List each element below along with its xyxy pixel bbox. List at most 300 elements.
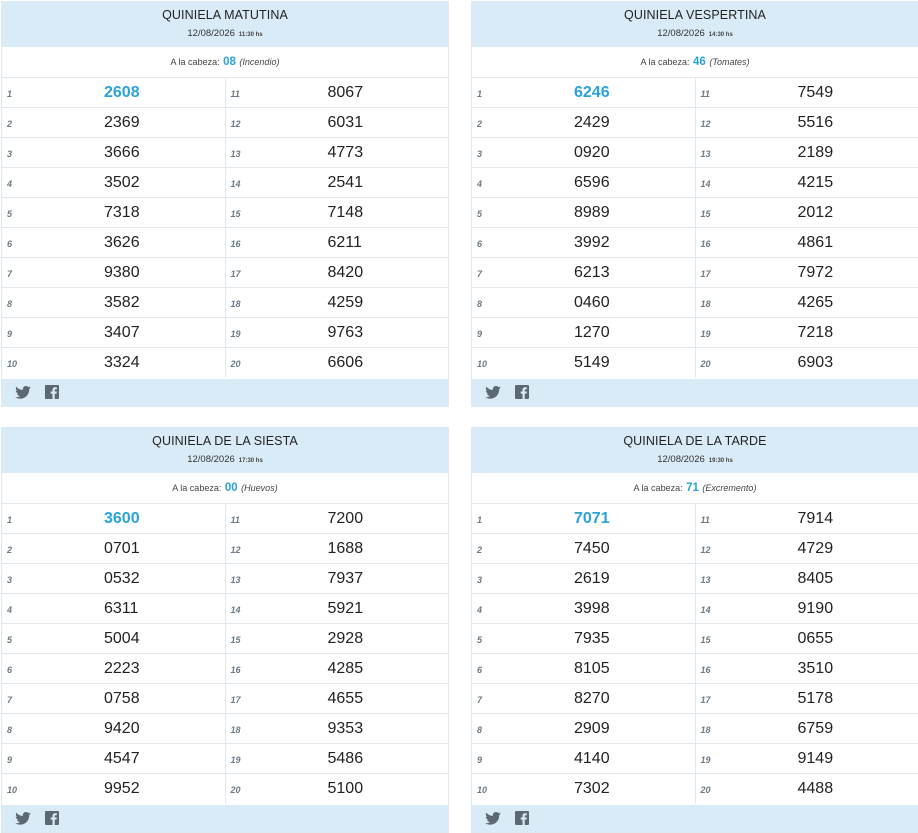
result-number: 6211: [327, 234, 362, 251]
result-cell: [226, 198, 449, 227]
result-number: 2619: [574, 570, 610, 587]
result-number: 0920: [574, 144, 610, 161]
cabeza-number: 00: [224, 482, 238, 494]
cabeza-label: A la cabeza:: [633, 483, 683, 493]
result-position: 10: [477, 785, 488, 795]
result-position: 1: [477, 515, 483, 525]
table-row: [2, 138, 448, 168]
result-cell: [472, 564, 696, 593]
table-row: [2, 504, 448, 534]
share-bar: [2, 805, 448, 832]
table-row: [2, 198, 448, 228]
result-cell: [226, 504, 449, 533]
result-number: 0532: [104, 570, 140, 587]
result-number: 4488: [797, 780, 834, 797]
panel-header: [472, 2, 918, 47]
table-row: [472, 108, 918, 138]
table-row: [472, 78, 918, 108]
result-number: 6903: [797, 354, 834, 371]
result-position: 16: [230, 239, 241, 249]
result-cell: [226, 594, 449, 623]
table-row: [2, 78, 448, 108]
result-cell: [696, 684, 918, 713]
result-position: 11: [700, 89, 710, 99]
result-cell: [472, 624, 696, 653]
result-position: 9: [477, 329, 483, 339]
result-cell: [226, 288, 449, 317]
result-position: 6: [477, 665, 483, 675]
result-position: 17: [230, 269, 241, 279]
result-position: 6: [7, 239, 13, 249]
winning-number: 2608: [104, 84, 140, 101]
result-position: 3: [7, 149, 13, 159]
result-number: 4215: [797, 174, 834, 191]
result-cell: [696, 168, 918, 197]
result-cell: [2, 108, 226, 137]
result-cell: [696, 78, 918, 107]
result-cell: [226, 318, 449, 347]
result-number: 2909: [574, 720, 610, 737]
result-number: 2223: [104, 660, 140, 677]
result-number: 7318: [104, 204, 140, 221]
table-row: [472, 744, 918, 774]
twitter-icon[interactable]: [15, 386, 31, 399]
table-row: [472, 168, 918, 198]
result-cell: [2, 714, 226, 743]
result-position: 15: [700, 635, 711, 645]
cabeza-line: [472, 473, 918, 504]
winning-number: 3600: [104, 510, 140, 527]
result-cell: [472, 534, 696, 563]
draw-date-text: 12/08/2026: [187, 28, 235, 39]
result-cell: [226, 168, 449, 197]
result-cell: [696, 348, 918, 378]
result-position: 14: [700, 179, 711, 189]
panel-title: QUINIELA DE LA TARDE: [623, 434, 767, 448]
panel-header: [2, 428, 448, 473]
result-number: 0758: [104, 690, 140, 707]
result-number: 4773: [327, 144, 364, 161]
result-cell: [696, 108, 918, 137]
result-number: 2012: [797, 204, 834, 221]
result-position: 16: [700, 665, 711, 675]
winning-number: 7071: [574, 510, 610, 527]
result-number: 9149: [797, 750, 834, 767]
result-number: 0655: [797, 630, 834, 647]
result-number: 6213: [574, 264, 610, 281]
result-position: 19: [700, 755, 711, 765]
table-row: [472, 318, 918, 348]
result-cell: [472, 138, 696, 167]
table-row: [472, 594, 918, 624]
result-number: 3998: [574, 600, 610, 617]
result-number: 7200: [327, 510, 364, 527]
result-number: 3666: [104, 144, 140, 161]
panel-title: QUINIELA VESPERTINA: [624, 8, 766, 22]
result-cell: [2, 534, 226, 563]
result-cell: [696, 228, 918, 257]
result-cell: [472, 198, 696, 227]
result-cell: [226, 624, 449, 653]
panel-title: QUINIELA DE LA SIESTA: [152, 434, 298, 448]
draw-date: [472, 454, 918, 465]
table-row: [472, 198, 918, 228]
table-row: [472, 624, 918, 654]
result-cell: [696, 774, 918, 804]
cabeza-number: 08: [223, 56, 236, 68]
result-number: 7450: [574, 540, 610, 557]
cabeza-meaning: (Tomates): [709, 57, 750, 67]
result-number: 3407: [104, 324, 140, 341]
result-position: 8: [7, 725, 13, 735]
result-position: 19: [230, 755, 241, 765]
result-cell: [226, 534, 449, 563]
result-position: 4: [7, 179, 13, 189]
result-cell: [2, 168, 226, 197]
results-table: [2, 504, 448, 804]
cabeza-meaning: (Huevos): [241, 483, 278, 493]
table-row: [2, 258, 448, 288]
draw-date-text: 12/08/2026: [187, 454, 235, 465]
results-table: [2, 78, 448, 378]
table-row: [2, 108, 448, 138]
result-position: 19: [230, 329, 241, 339]
result-position: 17: [700, 269, 711, 279]
table-row: [472, 774, 918, 804]
result-cell: [2, 78, 226, 107]
quiniela-panel-3: [1, 427, 449, 833]
result-cell: [2, 774, 226, 804]
result-cell: [226, 684, 449, 713]
result-number: 3582: [104, 294, 140, 311]
result-position: 2: [477, 119, 483, 129]
draw-time: 11:30 hs: [238, 32, 263, 38]
result-number: 1688: [327, 540, 364, 557]
table-row: [472, 288, 918, 318]
result-number: 7549: [797, 84, 834, 101]
result-number: 5486: [327, 750, 364, 767]
quiniela-panel-2: [471, 1, 918, 407]
cabeza-meaning: (Excremento): [702, 483, 757, 493]
result-position: 15: [230, 635, 241, 645]
result-cell: [696, 504, 918, 533]
result-position: 11: [230, 89, 240, 99]
table-row: [472, 228, 918, 258]
result-position: 16: [230, 665, 241, 675]
result-position: 10: [477, 359, 488, 369]
cabeza-meaning: (Incendio): [239, 57, 280, 67]
result-position: 18: [230, 725, 241, 735]
result-position: 6: [7, 665, 13, 675]
result-number: 4729: [797, 540, 834, 557]
result-cell: [226, 564, 449, 593]
result-cell: [696, 714, 918, 743]
result-cell: [696, 654, 918, 683]
result-number: 5100: [327, 780, 364, 797]
result-position: 18: [230, 299, 241, 309]
result-position: 5: [477, 209, 483, 219]
cabeza-line: [2, 47, 448, 78]
table-row: [472, 714, 918, 744]
result-number: 6759: [797, 720, 834, 737]
result-number: 7935: [574, 630, 610, 647]
result-number: 4861: [797, 234, 834, 251]
result-number: 8989: [574, 204, 610, 221]
result-number: 9190: [797, 600, 834, 617]
result-position: 2: [7, 545, 13, 555]
facebook-icon[interactable]: [45, 385, 59, 399]
result-cell: [2, 744, 226, 773]
result-position: 17: [230, 695, 241, 705]
result-position: 13: [230, 149, 241, 159]
result-position: 1: [477, 89, 483, 99]
result-position: 18: [700, 725, 711, 735]
result-cell: [696, 258, 918, 287]
result-cell: [226, 744, 449, 773]
result-number: 7914: [797, 510, 834, 527]
result-cell: [472, 348, 696, 378]
result-position: 12: [230, 119, 241, 129]
result-cell: [472, 78, 696, 107]
result-number: 3502: [104, 174, 140, 191]
result-cell: [472, 714, 696, 743]
table-row: [2, 564, 448, 594]
result-position: 14: [700, 605, 711, 615]
result-cell: [472, 774, 696, 804]
draw-date: [2, 28, 448, 39]
table-row: [472, 258, 918, 288]
result-cell: [472, 504, 696, 533]
result-cell: [226, 258, 449, 287]
result-cell: [472, 108, 696, 137]
result-number: 4655: [327, 690, 364, 707]
results-table: [472, 504, 918, 804]
result-number: 8105: [574, 660, 610, 677]
result-position: 7: [7, 695, 13, 705]
result-number: 6596: [574, 174, 610, 191]
result-number: 7218: [797, 324, 834, 341]
result-cell: [696, 624, 918, 653]
result-position: 17: [700, 695, 711, 705]
result-position: 13: [700, 575, 711, 585]
twitter-icon[interactable]: [15, 812, 31, 825]
result-cell: [696, 564, 918, 593]
result-number: 6031: [327, 114, 364, 131]
result-position: 7: [7, 269, 13, 279]
result-position: 12: [230, 545, 241, 555]
table-row: [472, 684, 918, 714]
result-position: 6: [477, 239, 483, 249]
result-position: 11: [230, 515, 240, 525]
share-bar: [2, 379, 448, 406]
result-number: 5516: [797, 114, 834, 131]
result-cell: [2, 198, 226, 227]
result-cell: [472, 168, 696, 197]
table-row: [2, 714, 448, 744]
result-position: 11: [700, 515, 710, 525]
result-position: 4: [7, 605, 13, 615]
result-position: 5: [477, 635, 483, 645]
result-cell: [226, 774, 449, 804]
table-row: [2, 744, 448, 774]
table-row: [2, 774, 448, 804]
draw-date-text: 12/08/2026: [657, 28, 705, 39]
result-number: 3510: [797, 660, 834, 677]
quiniela-panel-1: [1, 1, 449, 407]
draw-date: [2, 454, 448, 465]
result-number: 3324: [104, 354, 140, 371]
twitter-icon[interactable]: [485, 386, 501, 399]
draw-time: 17:30 hs: [238, 458, 263, 464]
result-cell: [2, 258, 226, 287]
result-number: 9763: [327, 324, 364, 341]
result-position: 18: [700, 299, 711, 309]
result-position: 3: [477, 575, 483, 585]
table-row: [472, 138, 918, 168]
table-row: [2, 228, 448, 258]
result-number: 3626: [104, 234, 140, 251]
result-cell: [696, 138, 918, 167]
result-cell: [696, 594, 918, 623]
result-position: 20: [700, 785, 711, 795]
cabeza-label: A la cabeza:: [172, 483, 222, 493]
table-row: [472, 654, 918, 684]
result-cell: [2, 318, 226, 347]
result-number: 0701: [104, 540, 140, 557]
result-cell: [696, 744, 918, 773]
result-position: 15: [230, 209, 241, 219]
draw-date: [472, 28, 918, 39]
result-cell: [696, 198, 918, 227]
result-number: 9420: [104, 720, 140, 737]
result-position: 16: [700, 239, 711, 249]
panel-title: QUINIELA MATUTINA: [162, 8, 288, 22]
table-row: [2, 288, 448, 318]
result-number: 8067: [327, 84, 364, 101]
result-number: 5921: [327, 600, 364, 617]
result-position: 20: [230, 785, 241, 795]
result-number: 0460: [574, 294, 610, 311]
result-number: 4259: [327, 294, 364, 311]
share-bar: [472, 805, 918, 832]
result-position: 9: [7, 755, 13, 765]
result-number: 4140: [574, 750, 610, 767]
cabeza-line: [472, 47, 918, 78]
result-cell: [2, 504, 226, 533]
table-row: [2, 624, 448, 654]
result-position: 14: [230, 179, 241, 189]
result-position: 7: [477, 695, 483, 705]
result-position: 2: [7, 119, 13, 129]
cabeza-number: 71: [686, 482, 699, 494]
result-cell: [2, 564, 226, 593]
result-position: 20: [230, 359, 241, 369]
result-cell: [2, 594, 226, 623]
result-number: 2369: [104, 114, 140, 131]
result-position: 15: [700, 209, 711, 219]
result-cell: [226, 654, 449, 683]
result-position: 19: [700, 329, 711, 339]
facebook-icon[interactable]: [515, 385, 529, 399]
result-cell: [2, 348, 226, 378]
result-cell: [2, 684, 226, 713]
result-number: 4285: [327, 660, 364, 677]
winning-number: 6246: [574, 84, 610, 101]
result-cell: [472, 684, 696, 713]
cabeza-label: A la cabeza:: [640, 57, 690, 67]
table-row: [472, 504, 918, 534]
result-position: 8: [477, 725, 483, 735]
result-position: 7: [477, 269, 483, 279]
result-position: 9: [7, 329, 13, 339]
draw-time: 14:30 hs: [708, 32, 733, 38]
result-position: 10: [7, 359, 18, 369]
result-number: 3992: [574, 234, 610, 251]
result-position: 8: [7, 299, 13, 309]
result-number: 7148: [327, 204, 364, 221]
result-number: 6606: [327, 354, 364, 371]
table-row: [2, 594, 448, 624]
facebook-icon[interactable]: [515, 811, 529, 825]
result-cell: [472, 228, 696, 257]
table-row: [2, 348, 448, 378]
result-position: 9: [477, 755, 483, 765]
result-position: 8: [477, 299, 483, 309]
twitter-icon[interactable]: [485, 812, 501, 825]
result-number: 6311: [104, 600, 139, 617]
panel-header: [2, 2, 448, 47]
result-cell: [472, 258, 696, 287]
draw-date-text: 12/08/2026: [657, 454, 705, 465]
result-number: 7972: [797, 264, 834, 281]
table-row: [2, 654, 448, 684]
table-row: [2, 684, 448, 714]
result-number: 7302: [574, 780, 610, 797]
quiniela-panel-4: [471, 427, 918, 833]
result-cell: [226, 348, 449, 378]
result-cell: [2, 288, 226, 317]
result-number: 8405: [797, 570, 834, 587]
result-position: 1: [7, 89, 13, 99]
result-cell: [2, 654, 226, 683]
result-cell: [472, 594, 696, 623]
result-cell: [2, 138, 226, 167]
result-number: 5004: [104, 630, 140, 647]
result-number: 9380: [104, 264, 140, 281]
result-cell: [696, 288, 918, 317]
result-number: 8270: [574, 690, 610, 707]
result-cell: [226, 714, 449, 743]
result-cell: [226, 138, 449, 167]
result-position: 4: [477, 179, 483, 189]
result-position: 10: [7, 785, 18, 795]
result-number: 5178: [797, 690, 834, 707]
result-position: 3: [477, 149, 483, 159]
draw-time: 19:30 hs: [708, 458, 733, 464]
result-cell: [2, 624, 226, 653]
result-position: 4: [477, 605, 483, 615]
result-position: 5: [7, 635, 13, 645]
result-number: 2541: [327, 174, 364, 191]
result-number: 2189: [797, 144, 834, 161]
result-cell: [472, 654, 696, 683]
result-cell: [2, 228, 226, 257]
result-cell: [226, 108, 449, 137]
result-number: 9353: [327, 720, 364, 737]
share-bar: [472, 379, 918, 406]
facebook-icon[interactable]: [45, 811, 59, 825]
cabeza-label: A la cabeza:: [170, 57, 220, 67]
